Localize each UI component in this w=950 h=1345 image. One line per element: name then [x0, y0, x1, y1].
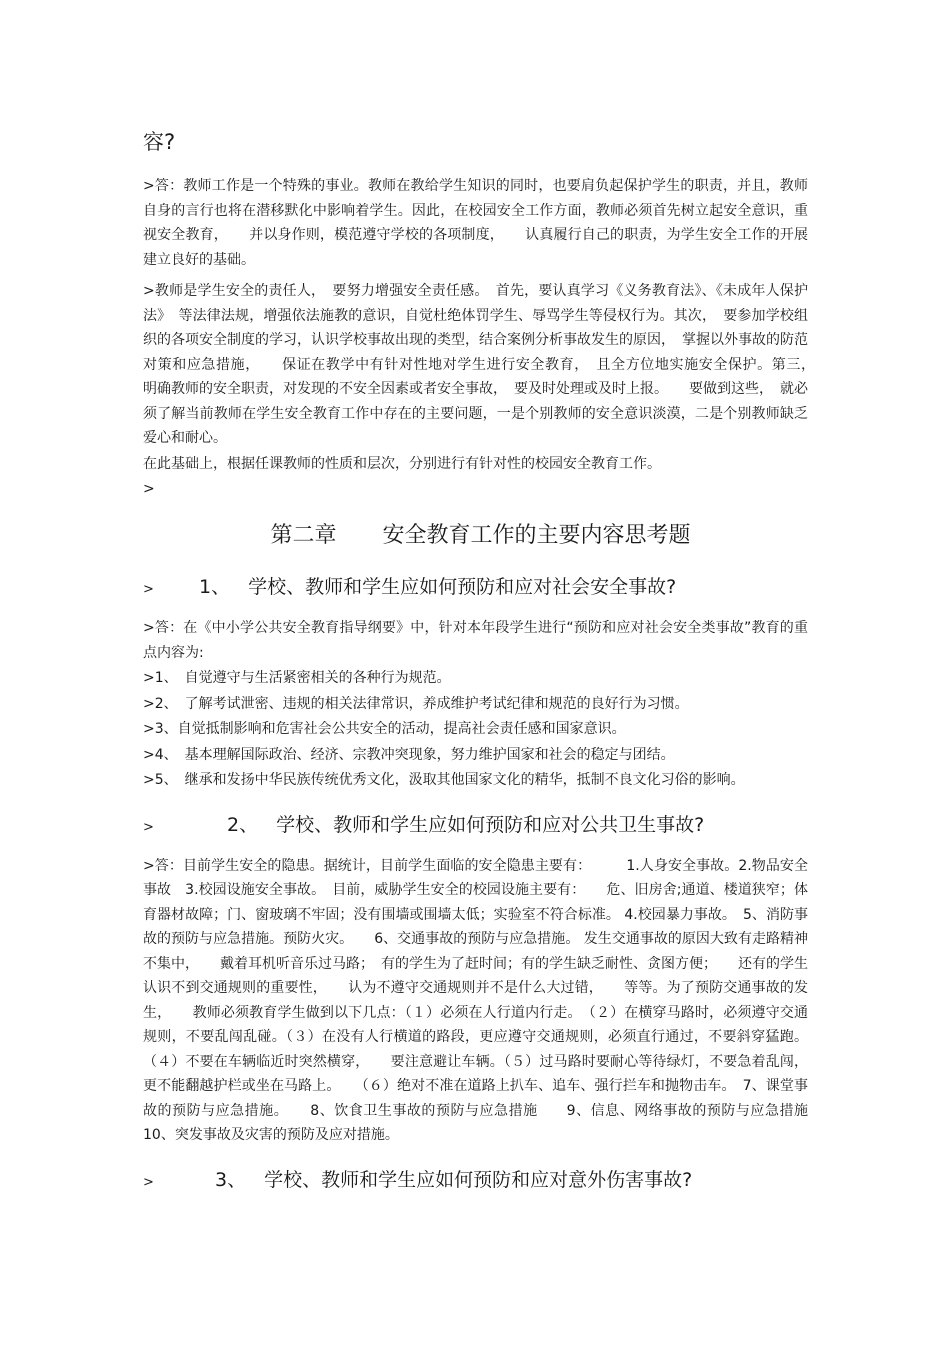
question-number: 3、 — [215, 1168, 247, 1191]
intro-paragraph-1: >答：教师工作是一个特殊的事业。教师在教给学生知识的同时，也要肩负起保护学生的职责，并且，教师自身的言行也将在潜移默化中影响着学生。因此，在校园安全工作方面，教师必须首先树立起安全意识，重视安全教育， 并以身作则，模范遵守学校的各项制度， 认真履行自己的职责，为学生安全工作的开展建立良好的基础。 — [143, 178, 808, 268]
chapter-heading — [143, 521, 808, 551]
question-text: 学校、教师和学生应如何预防和应对公共卫生事故? — [276, 813, 705, 836]
section-end-marker: > — [143, 481, 155, 497]
fragment-title: 容? — [143, 130, 176, 154]
question-number: 1、 — [199, 576, 231, 598]
intro-paragraph-2: >教师是学生安全的责任人， 要努力增强安全责任感。 首先，要认真学习《义务教育法》、《未成年人保护法》 等法律法规，增强依法施教的意识，自觉杜绝体罚学生、辱骂学生等侵权行为。其次， 要参加学校组织的各项安全制度的学习，认识学校事故出现的类型，结合案例分析事故发生的原因， 掌握以外事故的防范对策和应急措施， 保证在教学中有针对性地对学生进行安全教育， 且全方位地实施安全保护。第三， 明确教师的安全职责，对发现的不安全因素或者安全事故， 要及时处理或及时上报。 要做到这些， 就必须了解当前教师在学生安全教育工作中存在的主要问题，一是个别教师的安全意识淡漠，二是个别教师缺乏爱心和耐心。 — [143, 283, 836, 446]
question-3-heading — [143, 1166, 808, 1197]
question-marker: > — [143, 582, 154, 597]
document-page — [143, 128, 836, 1209]
chapter-title: 安全教育工作的主要内容思考题 — [382, 523, 691, 548]
question-2-answer: >答：目前学生安全的隐患。据统计，目前学生面临的安全隐患主要有： 1.人身安全事故。2.物品安全事故 3.校园设施安全事故。 目前，威胁学生安全的校园设施主要有： 危、旧房舍;通道、楼道狭窄；体育器材故障；门、窗玻璃不牢固；没有围墙或围墙太低；实验室不符合标准。 4.校园暴力事故。 5、消防事故的预防与应急措施。预防火灾。 6、交通事故的预防与应急措施。 发生交通事故的原因大致有走路精神不集中， 戴着耳机听音乐过马路； 有的学生为了赶时间；有的学生缺乏耐性、贪图方便； 还有的学生认识不到交通规则的重要性， 认为不遵守交通规则并不是什么大过错， 等等。为了预防交通事故的发生， 教师必须教育学生做到以下几点：（１）必须在人行道内行走。 （２）在横穿马路时，必须遵守交通规则，不要乱闯乱碰。（３）在没有人行横道的路段，更应遵守交通规则，必须直行通过，不要斜穿猛跑。（４）不要在车辆临近时突然横穿， 要注意避让车辆。（５）过马路时要耐心等待绿灯，不要急着乱闯，更不能翻越护栏或坐在马路上。 （６）绝对不准在道路上扒车、追车、强行拦车和抛物击车。 7、课堂事故的预防与应急措施。 8、饮食卫生事故的预防与应急措施 9、信息、网络事故的预防与应急措施 10、突发事故及灾害的预防及应对措施。 — [143, 857, 836, 1143]
list-item: >4、 基本理解国际政治、经济、宗教冲突现象，努力维护国家和社会的稳定与团结。 — [143, 746, 675, 763]
question-marker: > — [143, 819, 154, 835]
list-item: >3、自觉抵制影响和危害社会公共安全的活动，提高社会责任感和国家意识。 — [143, 721, 626, 737]
question-1-heading — [143, 573, 808, 604]
question-number: 2、 — [227, 813, 259, 836]
chapter-number: 第二章 — [270, 523, 337, 548]
question-text: 学校、教师和学生应如何预防和应对社会安全事故? — [248, 576, 677, 598]
question-2-heading — [143, 811, 808, 842]
question-marker: > — [143, 1174, 154, 1190]
question-text: 学校、教师和学生应如何预防和应对意外伤害事故? — [264, 1168, 693, 1191]
question-1-answer-intro: >答：在《中小学公共安全教育指导纲要》中，针对本年段学生进行“预防和应对社会安全类事故”教育的重点内容为: — [143, 620, 808, 661]
list-item: >2、 了解考试泄密、违规的相关法律常识，养成维护考试纪律和规范的良好行为习惯。 — [143, 695, 689, 712]
intro-paragraph-3: 在此基础上，根据任课教师的性质和层次，分别进行有针对性的校园安全教育工作。 — [143, 455, 661, 472]
list-item: >5、 继承和发扬中华民族传统优秀文化，汲取其他国家文化的精华，抵制不良文化习俗的影响。 — [143, 772, 745, 788]
list-item: >1、 自觉遵守与生活紧密相关的各种行为规范。 — [143, 670, 451, 686]
